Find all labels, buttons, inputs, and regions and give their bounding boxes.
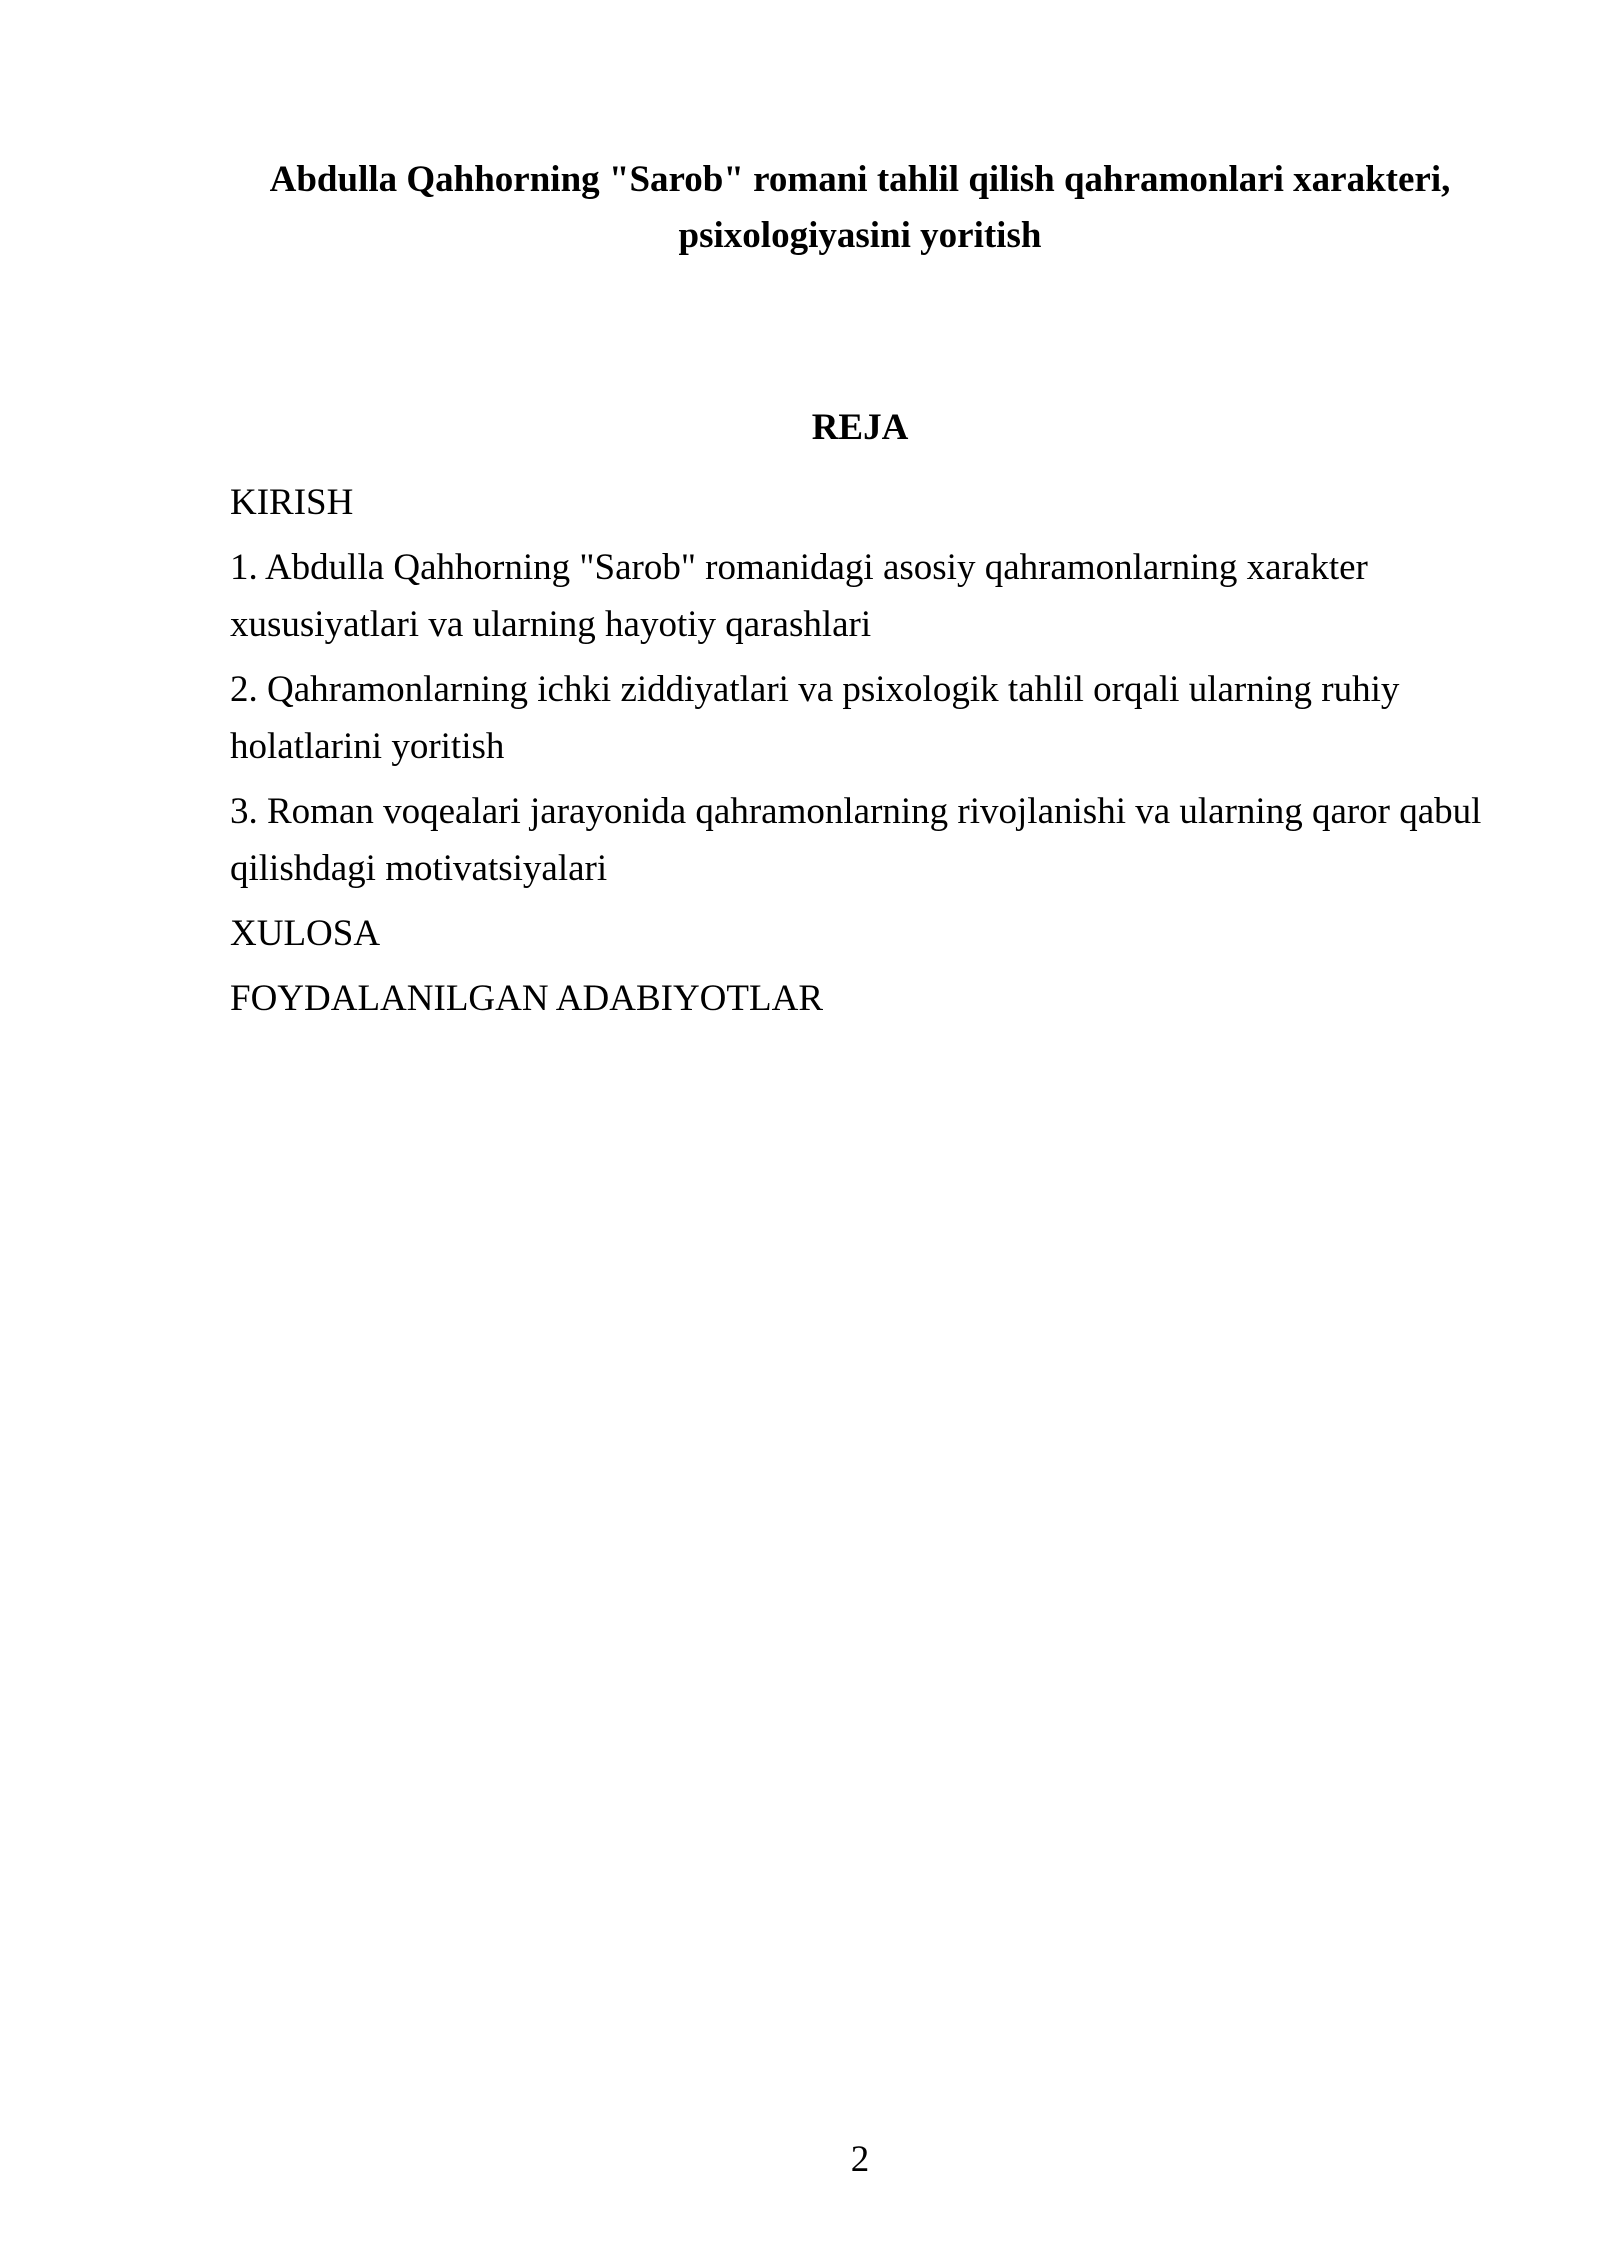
page-number: 2 [850,2139,870,2180]
plan-heading: REJA [811,407,909,448]
plan-item-conclusion: XULOSA [230,913,381,954]
plan-item-3: 3. Roman voqealari jarayonida qahramonlarning rivojlanishi va ularning qaror qabul qilishdagi motivatsiyalari [230,791,1482,889]
plan-item-1: 1. Abdulla Qahhorning "Sarob" romanidagi asosiy qahramonlarning xarakter xususiyatlari va ularning hayotiy qarashlari [230,547,1368,645]
plan-item-references: FOYDALANILGAN ADABIYOTLAR [230,978,823,1019]
plan-item-introduction: KIRISH [230,482,354,523]
document-title: Abdulla Qahhorning "Sarob" romani tahlil qilish qahramonlari xarakteri, psixologiyasini yoritish [269,159,1451,256]
plan-list [230,474,1490,1035]
plan-item-2: 2. Qahramonlarning ichki ziddiyatlari va psixologik tahlil orqali ularning ruhiy holatlarini yoritish [230,669,1400,767]
